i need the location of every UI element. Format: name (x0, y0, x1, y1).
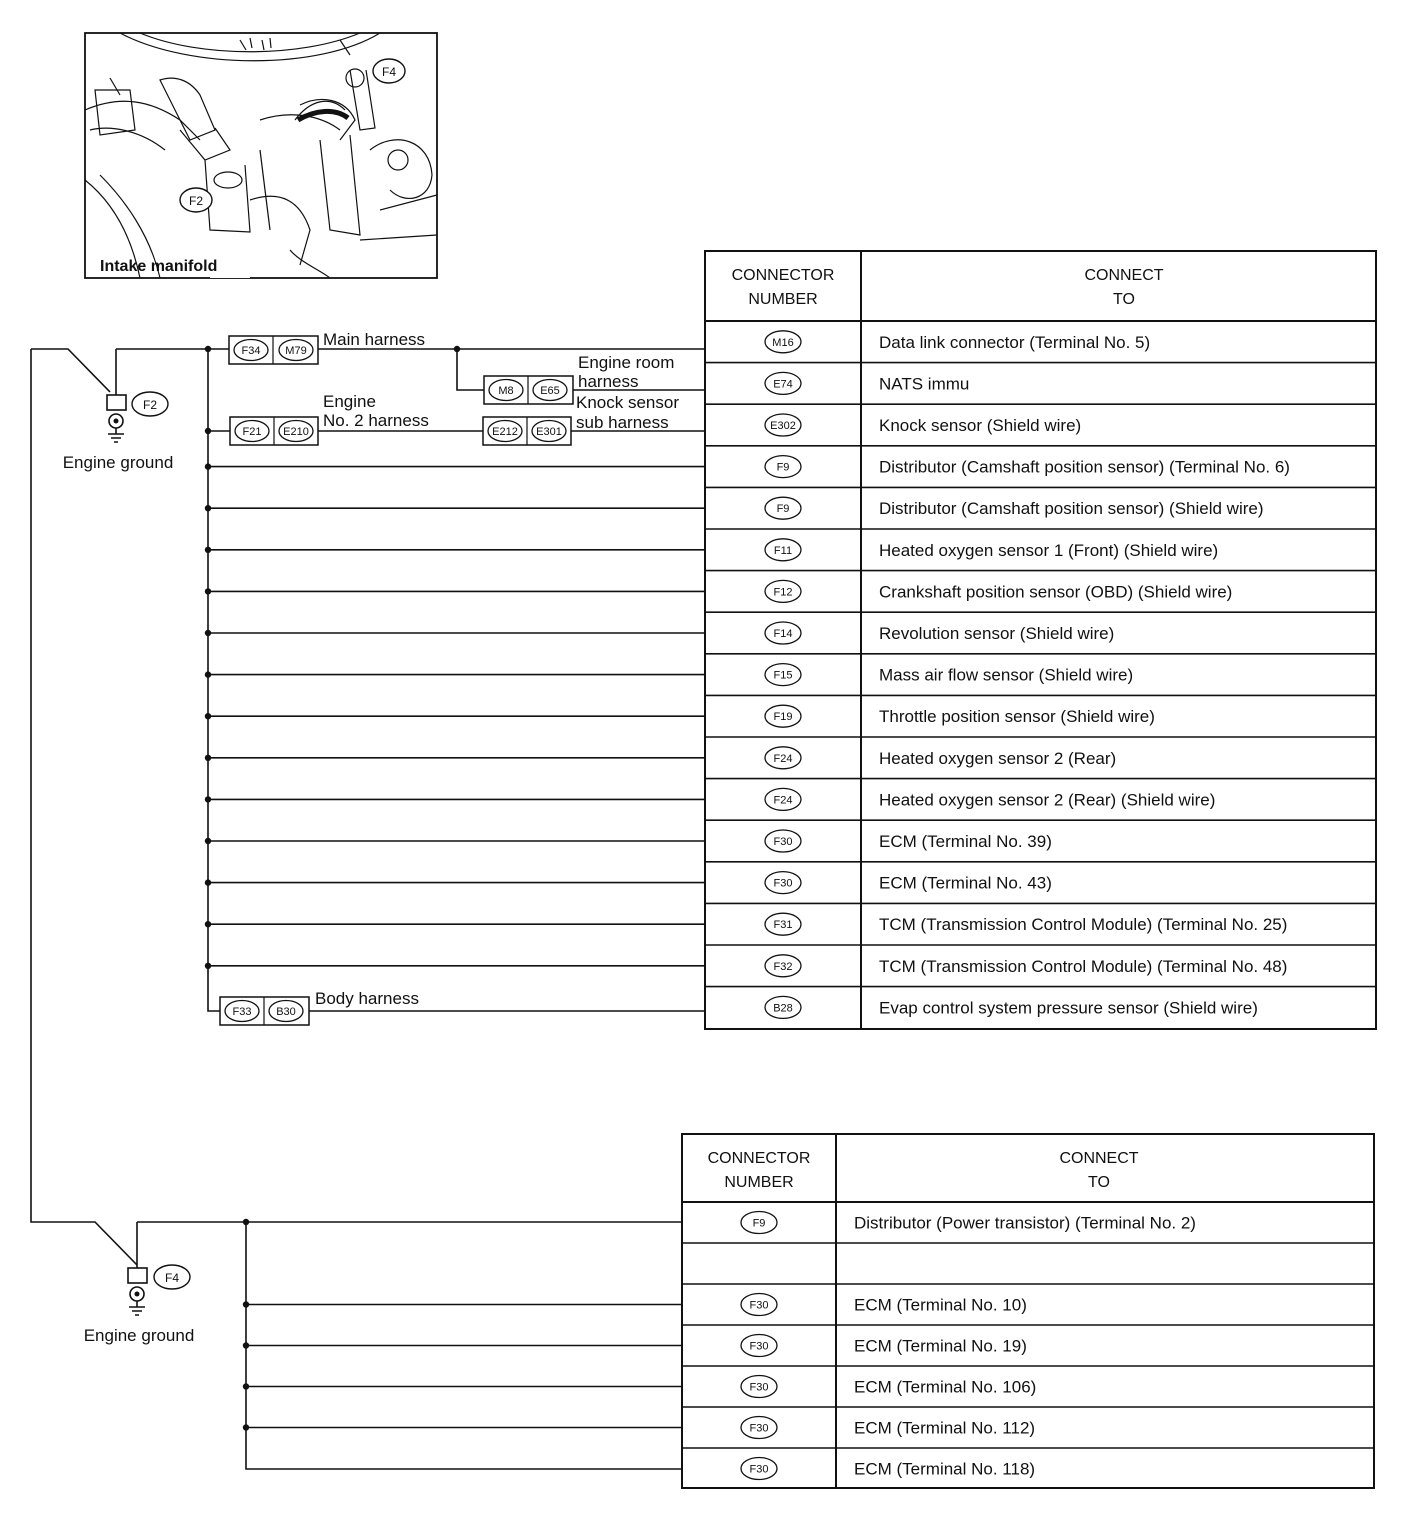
engine-no2-harness-label-1: Engine (323, 392, 376, 411)
t1-header-connector-2: NUMBER (748, 291, 818, 308)
connector-number: F30 (749, 1340, 769, 1353)
connector-number: F9 (776, 461, 790, 474)
connect-to: ECM (Terminal No. 112) (854, 1418, 1036, 1438)
connector-number: F9 (752, 1217, 766, 1230)
junction-dot (205, 630, 211, 636)
table-row (705, 955, 1376, 987)
junction-dot (205, 505, 211, 511)
connect-to: Knock sensor (Shield wire) (879, 416, 1082, 435)
junction-dot (205, 963, 211, 969)
connector-table-f2 (705, 251, 1376, 1029)
table-row (682, 1212, 1374, 1244)
table-row (705, 747, 1376, 779)
connector-number: M16 (772, 336, 794, 349)
connect-to: Mass air flow sensor (Shield wire) (879, 665, 1134, 685)
junction-dot (205, 671, 211, 677)
connector-f21: F21 (242, 426, 262, 438)
connector-number: F32 (773, 960, 793, 973)
connect-to: Distributor (Power transistor) (Terminal No. 2) (854, 1213, 1196, 1233)
junction-dot (205, 588, 211, 594)
junction-dot (205, 713, 211, 719)
table-row (705, 872, 1376, 904)
knock-sub-harness-label-2: sub harness (576, 413, 669, 432)
junction-dot (243, 1301, 249, 1307)
junction-dot (205, 755, 211, 761)
table-row (705, 331, 1376, 363)
junction-dot (205, 838, 211, 844)
connector-e210: E210 (283, 426, 309, 438)
connector-f33: F33 (232, 1006, 252, 1018)
connector-number: F30 (773, 877, 793, 890)
connector-number: F24 (773, 752, 793, 765)
table-row (682, 1294, 1374, 1326)
connect-to: Evap control system pressure sensor (Shield wire) (879, 998, 1258, 1018)
connector-number: F30 (749, 1381, 769, 1394)
connect-to: Revolution sensor (Shield wire) (879, 624, 1115, 643)
ground-trunk (31, 349, 137, 1265)
table-row (705, 372, 1376, 404)
connector-number: E302 (770, 420, 796, 432)
connect-to: ECM (Terminal No. 19) (854, 1336, 1027, 1356)
connector-number: F14 (773, 628, 793, 640)
table-row (705, 913, 1376, 945)
f4-callout: F4 (381, 65, 397, 79)
t2-header-connect-1: CONNECT (1059, 1150, 1139, 1167)
table-row (705, 539, 1376, 571)
harness-body (220, 989, 419, 1025)
table-row (705, 456, 1376, 488)
junction-dot (243, 1424, 249, 1430)
engine-bay-illustration (85, 33, 437, 278)
t2-header-connect-2: TO (1088, 1174, 1110, 1191)
table-row (741, 1458, 1035, 1480)
connect-to: Throttle position sensor (Shield wire) (879, 707, 1155, 727)
junction-dot (243, 1342, 249, 1348)
connector-number: F30 (749, 1463, 769, 1476)
connect-to: Heated oxygen sensor 2 (Rear) (Shield wire) (879, 790, 1216, 810)
engine-ground-f4 (84, 1222, 195, 1345)
table-row (705, 622, 1376, 654)
junction-dot (205, 547, 211, 553)
t1-header-connector-1: CONNECTOR (731, 267, 835, 284)
connect-to: ECM (Terminal No. 39) (879, 832, 1052, 851)
connect-to: ECM (Terminal No. 118) (854, 1459, 1036, 1479)
connector-number: F11 (773, 544, 793, 557)
connector-number: F24 (773, 794, 793, 807)
connect-to: Data link connector (Terminal No. 5) (879, 332, 1151, 352)
connect-to: NATS immu (879, 374, 970, 394)
connector-e301: E301 (536, 426, 562, 438)
f4-ground-label: Engine ground (83, 1326, 195, 1345)
table-row (682, 1335, 1374, 1367)
table-row (705, 664, 1376, 696)
connector-number: F30 (749, 1422, 769, 1435)
table-row (765, 996, 1258, 1018)
junction-dot (205, 796, 211, 802)
f4-bus-wiring (137, 1219, 682, 1469)
connect-to: Heated oxygen sensor 1 (Front) (Shield wire) (879, 540, 1219, 560)
table-row (705, 830, 1376, 862)
t2-header-connector-2: NUMBER (724, 1174, 794, 1191)
connect-to: Distributor (Camshaft position sensor) (Terminal No. 6) (879, 457, 1290, 477)
connector-number: F12 (773, 586, 793, 599)
junction-dot (205, 463, 211, 469)
connector-f34: F34 (241, 345, 261, 357)
connector-number: F19 (773, 711, 793, 724)
junction-dot (243, 1383, 249, 1389)
connect-to: Heated oxygen sensor 2 (Rear) (879, 748, 1117, 768)
table-row (705, 580, 1376, 612)
connect-to: ECM (Terminal No. 10) (854, 1295, 1027, 1315)
connector-number: F15 (773, 669, 793, 682)
table-row (682, 1376, 1374, 1408)
connector-e65: E65 (540, 385, 560, 397)
connector-b30: B30 (276, 1006, 296, 1018)
connector-number: F9 (776, 503, 790, 516)
f2-bus-wiring (116, 346, 705, 1011)
connector-m8: M8 (498, 385, 514, 397)
connect-to: ECM (Terminal No. 43) (879, 873, 1052, 893)
connector-m79: M79 (285, 345, 307, 357)
connector-table-f4 (682, 1134, 1374, 1488)
table-row (705, 414, 1376, 446)
connect-to: ECM (Terminal No. 106) (854, 1377, 1037, 1397)
table-row (705, 705, 1376, 737)
connector-number: B28 (773, 1002, 793, 1015)
f4-ground-tag: F4 (164, 1271, 180, 1285)
f2-ground-label: Engine ground (62, 453, 174, 472)
connector-number: F30 (773, 836, 793, 848)
harness-engine-no2 (230, 392, 429, 445)
table-row (705, 788, 1376, 820)
connector-number: F30 (749, 1299, 769, 1312)
main-harness-label: Main harness (323, 330, 426, 349)
harness-main (229, 330, 425, 364)
junction-dot (205, 921, 211, 927)
body-harness-label: Body harness (315, 989, 419, 1008)
connector-number: E74 (773, 378, 793, 391)
f2-ground-tag: F2 (142, 398, 158, 412)
f2-callout: F2 (188, 194, 204, 208)
connect-to: TCM (Transmission Control Module) (Terminal No. 25) (879, 915, 1288, 935)
t1-header-connect-2: TO (1113, 291, 1135, 308)
engine-room-harness-label-2: harness (578, 372, 639, 391)
connect-to: Crankshaft position sensor (OBD) (Shield wire) (879, 582, 1233, 602)
t2-header-connector-1: CONNECTOR (707, 1150, 811, 1167)
junction-dot (205, 879, 211, 885)
table-row (705, 497, 1376, 529)
engine-room-harness-label-1: Engine room (578, 353, 675, 372)
connect-to: Distributor (Camshaft position sensor) (Shield wire) (879, 499, 1264, 519)
connector-number: F31 (773, 919, 793, 932)
engine-ground-f2 (63, 349, 174, 472)
intake-manifold-caption: Intake manifold (100, 258, 218, 275)
knock-sub-harness-label-1: Knock sensor (576, 393, 679, 412)
table-row (682, 1417, 1374, 1449)
t1-header-connect-1: CONNECT (1084, 267, 1164, 284)
connector-e212: E212 (492, 426, 518, 438)
engine-no2-harness-label-2: No. 2 harness (323, 411, 429, 430)
connect-to: TCM (Transmission Control Module) (Terminal No. 48) (879, 956, 1288, 976)
